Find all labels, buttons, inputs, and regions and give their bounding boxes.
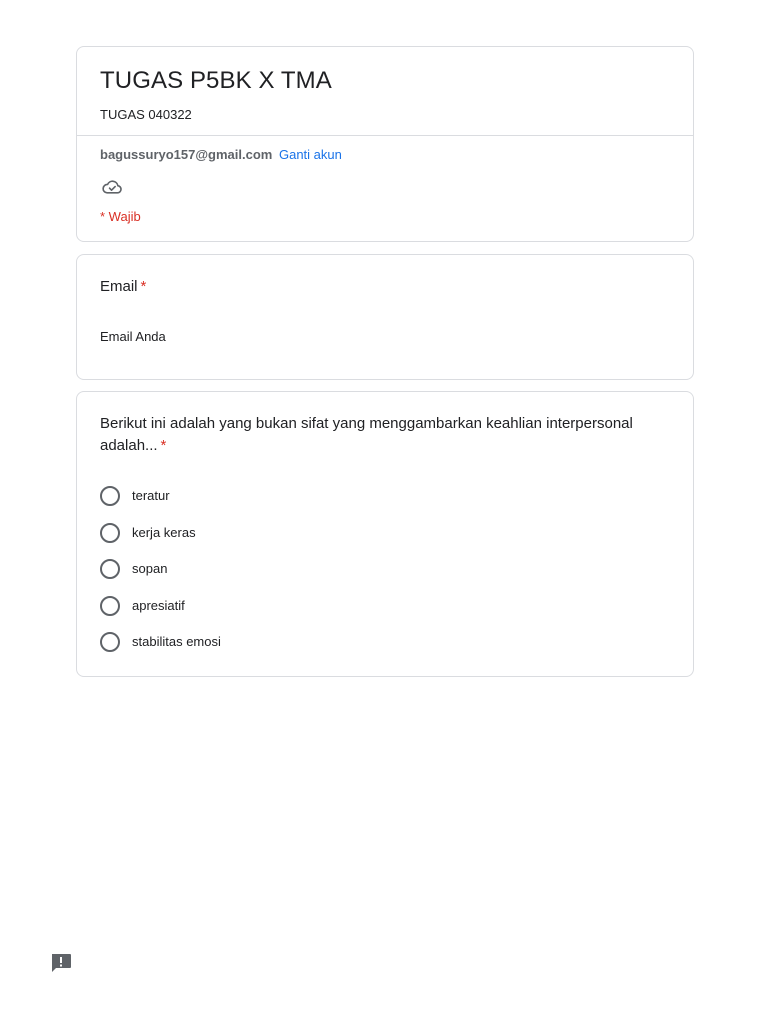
required-star: * [140, 278, 147, 295]
radio-option-label: kerja keras [132, 524, 196, 540]
radio-option-label: apresiatif [132, 597, 185, 613]
switch-account-link[interactable]: Ganti akun [278, 147, 342, 162]
radio-button[interactable] [100, 523, 120, 543]
required-note: * Wajib [100, 209, 141, 224]
radio-option[interactable] [100, 515, 221, 552]
feedback-icon[interactable] [50, 953, 72, 973]
radio-option[interactable] [100, 588, 221, 625]
radio-button[interactable] [100, 486, 120, 506]
question-title [100, 413, 670, 457]
radio-option-label: sopan [132, 561, 168, 577]
form-title: TUGAS P5BK X TMA [100, 67, 332, 94]
multiple-choice-question-card [76, 391, 694, 677]
radio-option[interactable] [100, 624, 221, 661]
radio-option[interactable] [100, 478, 221, 515]
email-question-card [76, 254, 694, 380]
cloud-save-icon [101, 178, 123, 196]
form-header-card [76, 46, 694, 242]
account-row [100, 147, 342, 163]
radio-button[interactable] [100, 632, 120, 652]
email-question-label: Email [100, 278, 138, 295]
radio-button[interactable] [100, 596, 120, 616]
radio-options-list [100, 478, 221, 661]
radio-option[interactable] [100, 551, 221, 588]
email-input[interactable] [100, 325, 400, 347]
form-description: TUGAS 040322 [100, 107, 192, 122]
radio-button[interactable] [100, 559, 120, 579]
radio-option-label: stabilitas emosi [132, 634, 221, 650]
question-label: Berikut ini adalah yang bukan sifat yang menggambarkan keahlian interpersonal adalah... [100, 415, 633, 454]
email-question-title [100, 276, 146, 298]
header-divider [77, 135, 693, 136]
radio-option-label: teratur [132, 488, 170, 504]
account-email: bagussuryo157@gmail.com [100, 147, 273, 162]
required-star: * [160, 437, 167, 454]
